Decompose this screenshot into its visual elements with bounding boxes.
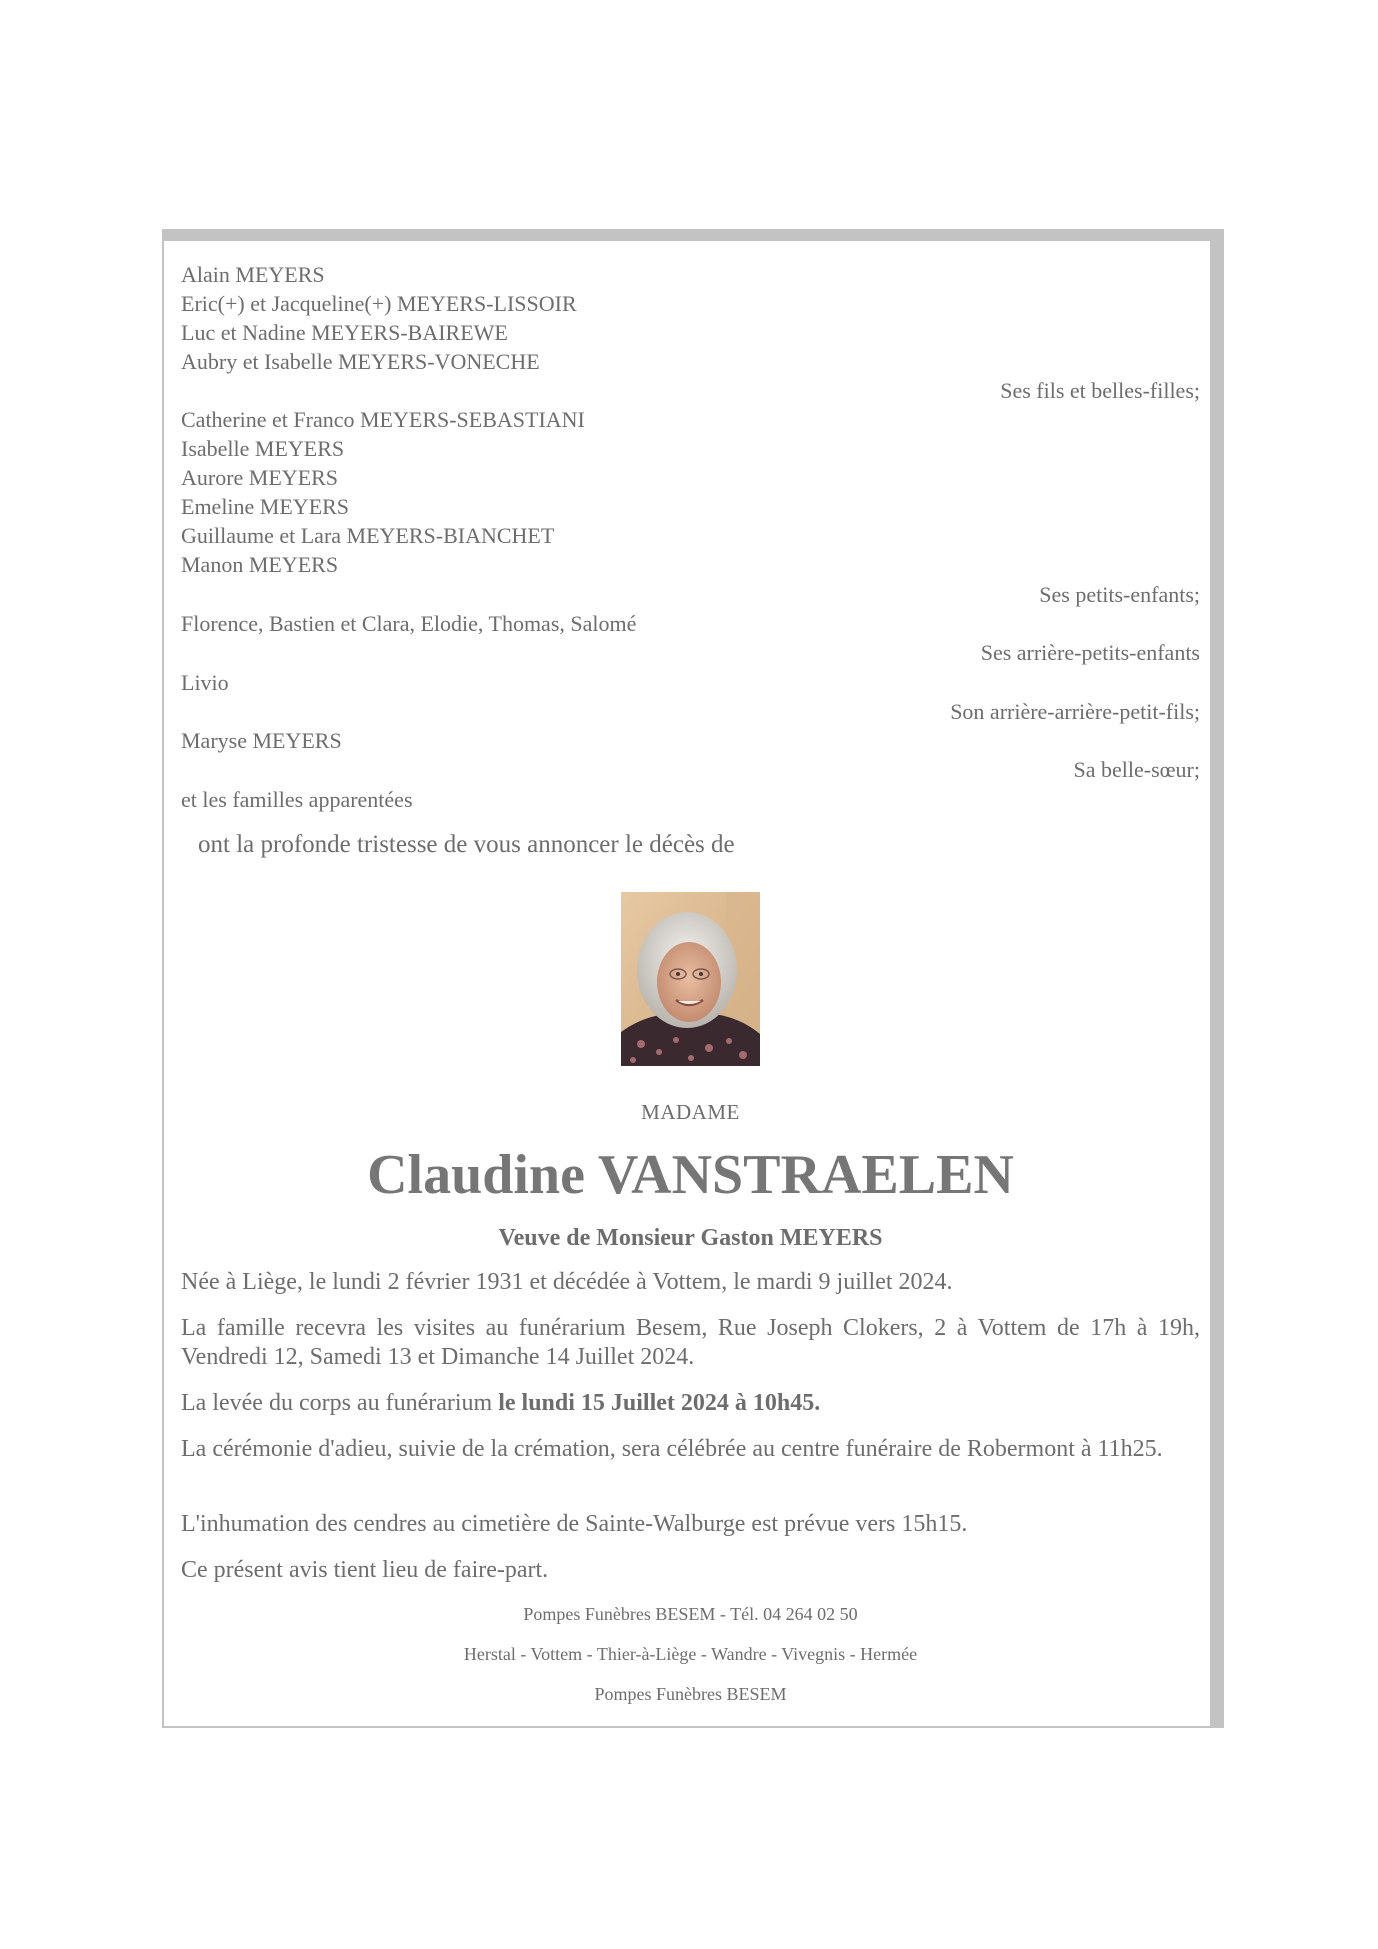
family-line: Florence, Bastien et Clara, Elodie, Thomas, Salomé [181,611,637,636]
family-line: Catherine et Franco MEYERS-SEBASTIANI [181,407,585,432]
family-line: Guillaume et Lara MEYERS-BIANCHET [181,523,555,548]
birth-death-paragraph: Née à Liège, le lundi 2 février 1931 et décédée à Vottem, le mardi 9 juillet 2024. [181,1269,953,1295]
levee-date: le lundi 15 Juillet 2024 à 10h45. [498,1390,821,1416]
relation-label-sister-in-law: Sa belle-sœur; [1073,757,1200,782]
footer-locations: Herstal - Vottem - Thier-à-Liège - Wandre - Vivegnis - Hermée [463,1644,918,1664]
announcement-intro: ont la profonde tristesse de vous annoncer le décès de [198,831,735,858]
relation-label-great-grandchildren: Ses arrière-petits-enfants [980,640,1200,665]
families-line: et les familles apparentées [181,787,413,812]
family-line: Manon MEYERS [181,552,339,577]
relation-label-great-great-grandson: Son arrière-arrière-petit-fils; [950,699,1200,724]
portrait-photo [621,892,760,1066]
family-line: Luc et Nadine MEYERS-BAIREWE [181,320,508,345]
family-line: Maryse MEYERS [181,728,342,753]
deceased-name: Claudine VANSTRAELEN [367,1144,1014,1206]
visits-paragraph: La famille recevra les visites au funérarium Besem, Rue Joseph Clokers, 2 à Vottem de 17h à 19h, Vendredi 12, Samedi 13 et Dimanche 14 Juillet 2024. [181,1315,1200,1370]
footer-funeral-home: Pompes Funèbres BESEM [594,1684,787,1704]
relation-label-sons: Ses fils et belles-filles; [1000,378,1200,403]
honorific-title: MADAME [641,1100,740,1124]
levee-text: La levée du corps au funérarium [181,1390,499,1416]
family-line: Livio [181,670,229,695]
ceremony-paragraph: La cérémonie d'adieu, suivie de la crémation, sera célébrée au centre funéraire de Robermont à 11h25. [181,1436,1163,1462]
notice-paragraph: Ce présent avis tient lieu de faire-part. [181,1557,549,1583]
relation-label-grandchildren: Ses petits-enfants; [1039,582,1200,607]
family-line: Aurore MEYERS [181,465,339,490]
levee-paragraph [181,1389,1200,1418]
family-line: Eric(+) et Jacqueline(+) MEYERS-LISSOIR [181,291,577,316]
burial-paragraph: L'inhumation des cendres au cimetière de Sainte-Walburge est prévue vers 15h15. [181,1511,968,1537]
family-line: Isabelle MEYERS [181,436,345,461]
family-line: Aubry et Isabelle MEYERS-VONECHE [181,349,540,374]
family-line: Emeline MEYERS [181,494,350,519]
widow-of-line: Veuve de Monsieur Gaston MEYERS [498,1225,883,1251]
footer-funeral-home-phone: Pompes Funèbres BESEM - Tél. 04 264 02 50 [523,1604,858,1624]
family-line: Alain MEYERS [181,262,325,287]
